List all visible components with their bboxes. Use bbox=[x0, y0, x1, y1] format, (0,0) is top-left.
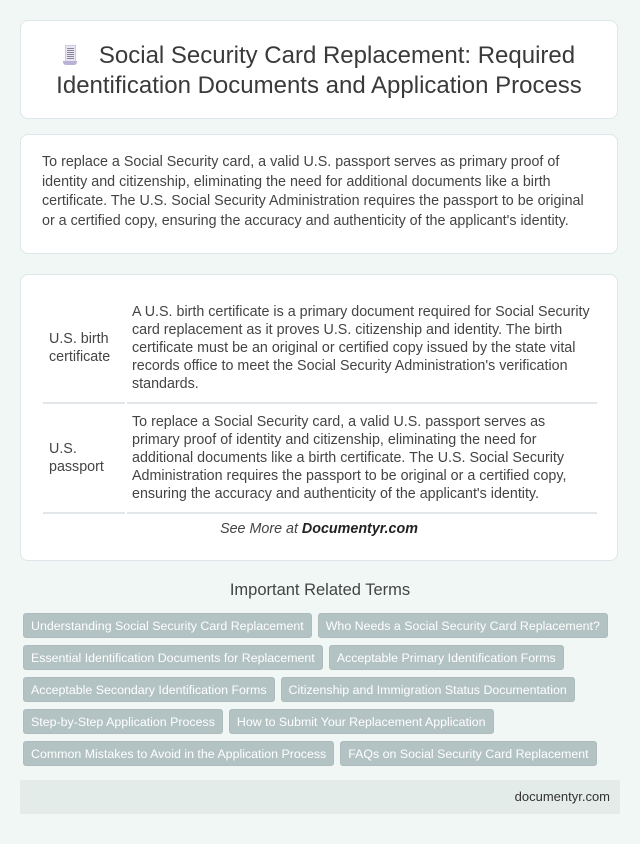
related-term-tag[interactable]: Common Mistakes to Avoid in the Application Process bbox=[23, 741, 334, 766]
related-terms-list bbox=[23, 613, 603, 773]
document-description: A U.S. birth certificate is a primary document required for Social Security card replacement as it proves U.S. citizenship and identity. The birth certificate must be an original or certified copy issued by the state vital records office to meet the Social Security Administration's verification standards. bbox=[127, 295, 597, 404]
related-term-tag[interactable]: How to Submit Your Replacement Application bbox=[229, 709, 494, 734]
related-term-tag[interactable]: Step-by-Step Application Process bbox=[23, 709, 223, 734]
summary-text: To replace a Social Security card, a valid U.S. passport serves as primary proof of identity and citizenship, eliminating the need for additional documents like a birth certificate. The U.S. Social Security Administration requires the passport to be original or a certified copy, ensuring the accuracy and authenticity of the applicant's identity. bbox=[42, 154, 584, 229]
summary-card bbox=[20, 134, 618, 254]
see-more-prefix: See More at bbox=[220, 521, 302, 537]
document-term: U.S. passport bbox=[43, 404, 125, 514]
document-receipt-icon bbox=[63, 45, 77, 65]
related-term-tag[interactable]: Acceptable Primary Identification Forms bbox=[329, 645, 564, 670]
related-term-tag[interactable]: Essential Identification Documents for Replacement bbox=[23, 645, 323, 670]
footer-site[interactable]: documentyr.com bbox=[514, 789, 610, 804]
page-title-text: Social Security Card Replacement: Required Identification Documents and Application Process bbox=[56, 42, 582, 99]
document-term: U.S. birth certificate bbox=[43, 295, 125, 404]
related-terms-heading: Important Related Terms bbox=[229, 581, 411, 599]
related-term-tag[interactable]: Understanding Social Security Card Replacement bbox=[23, 613, 312, 638]
title-card bbox=[20, 20, 618, 119]
table-row bbox=[43, 295, 597, 404]
page-title bbox=[21, 41, 617, 101]
documents-table bbox=[41, 295, 599, 514]
footer bbox=[20, 780, 620, 814]
related-term-tag[interactable]: Citizenship and Immigration Status Documentation bbox=[281, 677, 575, 702]
related-term-tag[interactable]: Who Needs a Social Security Card Replacement? bbox=[318, 613, 608, 638]
related-term-tag[interactable]: Acceptable Secondary Identification Forms bbox=[23, 677, 275, 702]
related-term-tag[interactable]: FAQs on Social Security Card Replacement bbox=[340, 741, 596, 766]
documents-card bbox=[20, 274, 618, 561]
document-description: To replace a Social Security card, a valid U.S. passport serves as primary proof of identity and citizenship, eliminating the need for additional documents like a birth certificate. The U.S. Social Security Administration requires the passport to be original or a certified copy, ensuring the accuracy and authenticity of the applicant's identity. bbox=[127, 404, 597, 514]
see-more-site[interactable]: Documentyr.com bbox=[301, 521, 418, 537]
table-row bbox=[43, 404, 597, 514]
see-more-link[interactable] bbox=[21, 521, 617, 537]
